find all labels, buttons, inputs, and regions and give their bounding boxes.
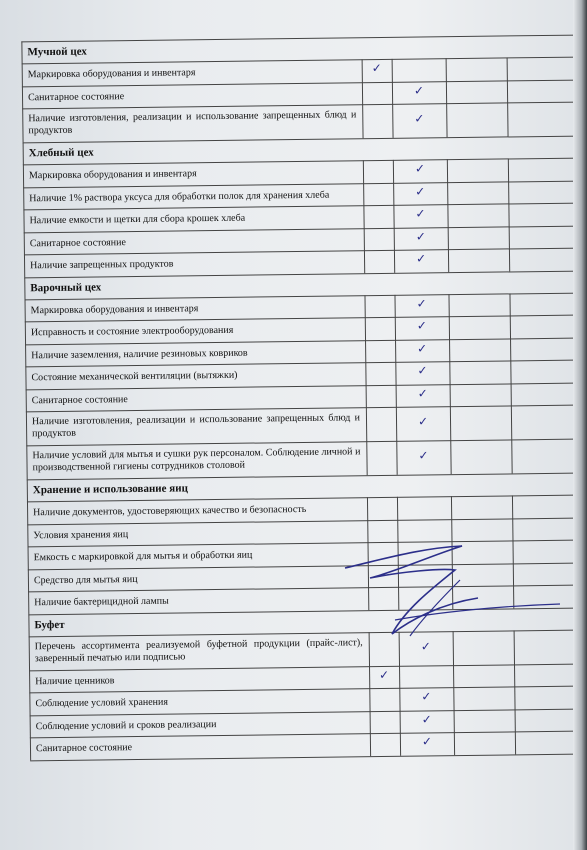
checklist-item-label: Маркировка оборудования и инвентаря (30, 302, 199, 316)
checklist-item-label: Состояние механической вентиляции (вытяжки) (31, 369, 238, 384)
checklist-item-label: Наличие бактерицидной лампы (34, 595, 169, 609)
check-mark: ✓ (416, 318, 428, 333)
check-mark: ✓ (415, 229, 426, 244)
check-mark: ✓ (414, 161, 426, 176)
checklist-item-label: Санитарное состояние (29, 236, 126, 249)
checklist-item-label: Перечень ассортимента реализуемой буфетной продукции (прайс-лист), заверенный печатью или подписью (34, 636, 363, 664)
check-mark: ✓ (417, 386, 428, 401)
check-mark: ✓ (413, 83, 425, 98)
checklist-item-label: Санитарное состояние (27, 90, 125, 103)
checklist-item-label: Маркировка оборудования и инвентаря (27, 67, 196, 81)
page-edge-shadow (573, 0, 587, 850)
checklist-item-label: Условия хранения яиц (33, 528, 129, 541)
checklist-item-label: Наличие условий для мытья и сушки рук персоналом. Соблюдение личной и производственной гигиены сотрудников столовой (32, 446, 361, 474)
check-mark: ✓ (415, 251, 427, 266)
checklist-item-label: Наличие изготовления, реализации и использование запрещенных блюд и продуктов (28, 109, 357, 137)
checklist-item-label: Наличие изготовления, реализации и использование запрещенных блюд и продуктов (31, 412, 361, 440)
checklist-item-label: Емкость с маркировкой для мытья и обработки яиц (33, 549, 253, 564)
section-title: Буфет (34, 618, 65, 631)
check-mark: ✓ (371, 61, 382, 76)
section-title: Хлебный цех (28, 146, 94, 160)
checklist-item-label: Санитарное состояние (31, 393, 128, 406)
checklist-item-label: Наличие заземления, наличие резиновых ковриков (31, 347, 248, 361)
check-mark: ✓ (421, 689, 432, 704)
check-mark: ✓ (379, 667, 390, 682)
section-title: Хранение и использование яиц (32, 482, 188, 497)
checklist-item-label: Санитарное состояние (35, 742, 133, 755)
checklist-item-label: Соблюдение условий и сроков реализации (35, 718, 217, 732)
checklist-item-label: Наличие емкости и щетки для сбора крошек хлеба (29, 212, 246, 227)
checklist-item-label: Соблюдение условий хранения (35, 696, 169, 710)
check-mark: ✓ (417, 363, 428, 378)
section-title: Варочный цех (30, 280, 102, 294)
checklist-item-label: Наличие документов, удостоверяющих качество и безопасность (33, 503, 307, 519)
checklist-item-label: Средство для мытья яиц (33, 573, 138, 586)
check-mark: ✓ (414, 111, 425, 126)
check-mark: ✓ (421, 734, 433, 749)
check-mark: ✓ (420, 638, 431, 654)
section-title: Мучной цех (27, 45, 87, 59)
check-mark: ✓ (415, 184, 426, 199)
check-mark: ✓ (418, 448, 429, 463)
checklist-item-label: Маркировка оборудования и инвентаря (28, 168, 197, 182)
checklist-item-label: Исправность и состояние электрооборудования (30, 324, 234, 339)
checklist-item-label: Наличие запрещенных продуктов (30, 258, 174, 272)
check-mark: ✓ (417, 341, 428, 356)
check-mark: ✓ (416, 296, 427, 311)
checklist-item-label: Наличие ценников (35, 674, 115, 687)
check-mark: ✓ (417, 414, 429, 429)
checklist-item-label: Наличие 1% раствора уксуса для обработки полок для хранения хлеба (29, 189, 330, 204)
check-mark: ✓ (421, 712, 432, 727)
check-mark: ✓ (415, 206, 426, 221)
